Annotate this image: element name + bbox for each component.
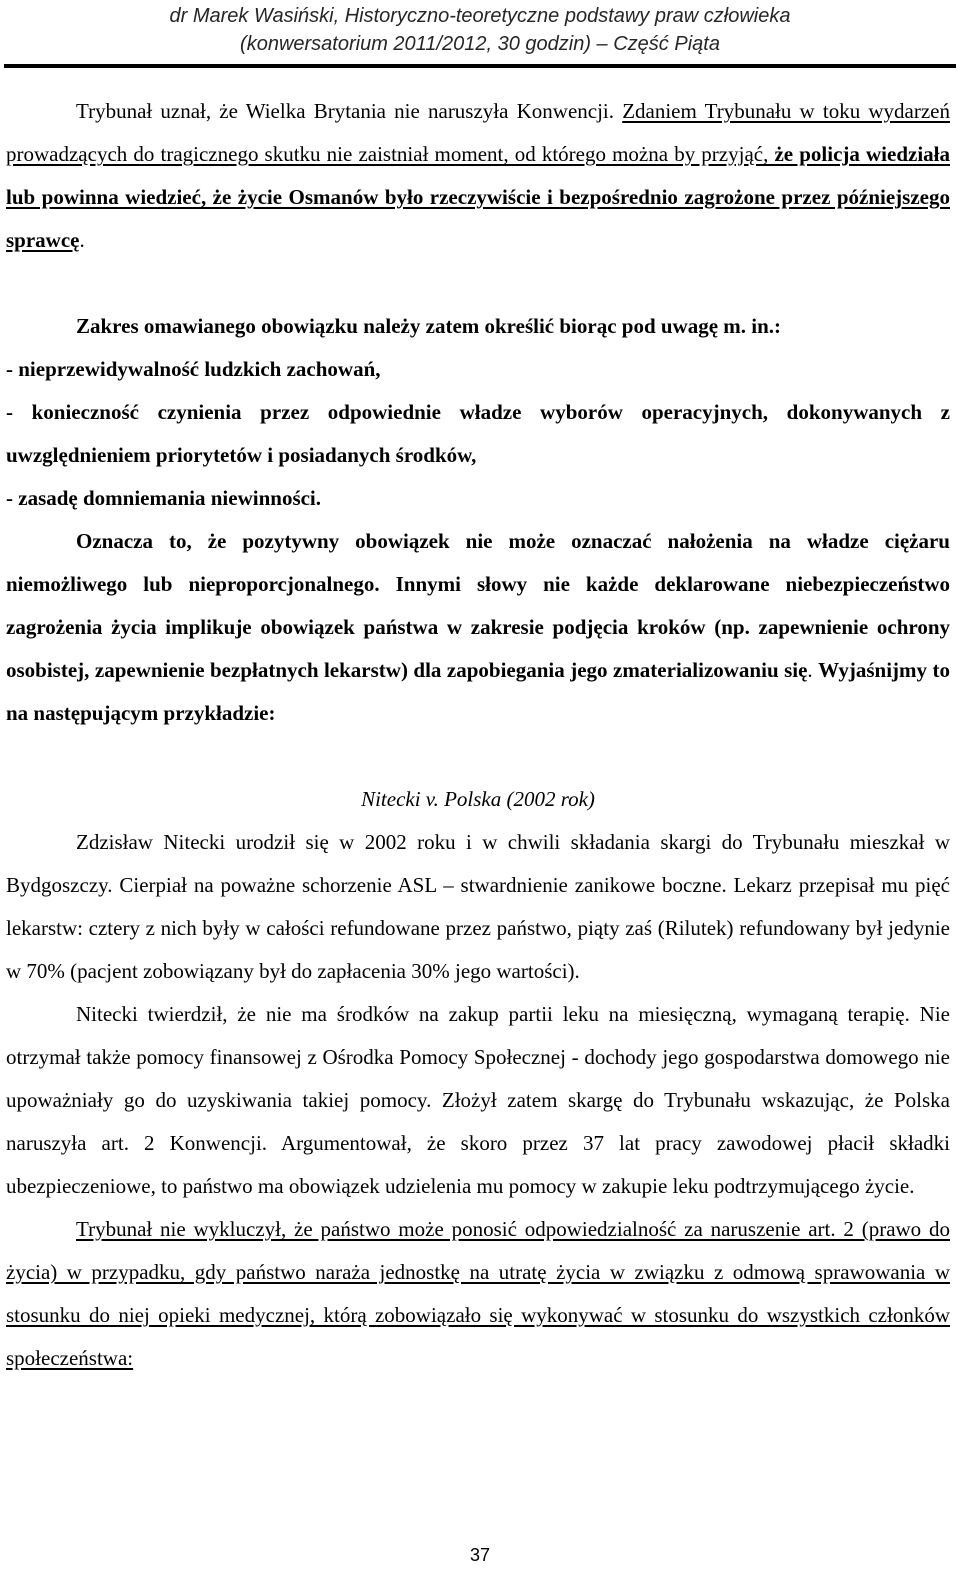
running-header	[0, 0, 960, 62]
document-body	[6, 90, 950, 1380]
list-item-operational-choices: - konieczność czynienia przez odpowiednie władze wyborów operacyjnych, dokonywanych z uwzględnieniem priorytetów i posiadanych środków,	[6, 400, 950, 467]
spacer	[6, 735, 950, 778]
header-divider	[4, 64, 956, 68]
spacer	[6, 262, 950, 305]
obligation-separator: .	[807, 658, 819, 682]
header-line-course: (konwersatorium 2011/2012, 30 godzin) – Część Piąta	[240, 33, 720, 55]
header-line-author-title: dr Marek Wasiński, Historyczno-teoretyczne podstawy praw człowieka	[169, 5, 791, 27]
reasoning-end: .	[79, 228, 85, 252]
reasoning-intro: Zdaniem Trybunału w toku wydarzeń prowadzących do tragicznego skutku nie zaistniał moment, od którego można by przyjąć,	[6, 99, 950, 166]
paragraph-scope: Zakres omawianego obowiązku należy zatem określić biorąc pod uwagę m. in.:	[76, 314, 782, 338]
paragraph-case-facts: Zdzisław Nitecki urodził się w 2002 roku i w chwili składania skargi do Trybunału mieszkał w Bydgoszczy. Cierpiał na poważne schorzenie ASL – stwardnienie zanikowe boczne. Lekarz przepisał mu pięć lekarstw: cztery z nich były w całości refundowane przez państwo, piąty zaś (Rilutek) refundowany był jedynie w 70% (pacjent zobowiązany był do zapłacenia 30% jego wartości).	[6, 830, 950, 983]
verdict-sentence: Trybunał uznał, że Wielka Brytania nie naruszyła Konwencji.	[76, 99, 623, 123]
obligation-sentence: Oznacza to, że pozytywny obowiązek nie może oznaczać nałożenia na władze ciężaru niemożliwego lub nieproporcjonalnego.	[6, 529, 950, 596]
paragraph-case-holding: Trybunał nie wykluczył, że państwo może ponosić odpowiedzialność za naruszenie art. 2 (prawo do życia) w przypadku, gdy państwo naraża jednostkę na utratę życia w związku z odmową sprawowania w stosunku do niej opieki medycznej, którą zobowiązało się wykonywać w stosunku do wszystkich członków społeczeństwa:	[6, 1217, 950, 1370]
paragraph-case-complaint: Nitecki twierdził, że nie ma środków na zakup partii leku na miesięczną, wymaganą terapię. Nie otrzymał także pomocy finansowej z Ośrodka Pomocy Społecznej - dochody jego gospodarstwa domowego nie upoważniały go do uzyskiwania takiej pomocy. Złożył zatem skargę do Trybunału wskazując, że Polska naruszyła art. 2 Konwencji. Argumentował, że skoro przez 37 lat pracy zawodowej płacił składki ubezpieczeniowe, to państwo ma obowiązek udzielenia mu pomocy w zakupie leku podtrzymującego życie.	[6, 1002, 950, 1198]
paragraph-verdict	[6, 90, 950, 262]
page-number: 37	[469, 1545, 491, 1565]
paragraph-positive-obligation	[6, 520, 950, 735]
case-title: Nitecki v. Polska (2002 rok)	[361, 787, 595, 811]
obligation-example: Innymi słowy nie każde deklarowane niebezpieczeństwo zagrożenia życia implikuje obowiązek państwa w zakresie podjęcia kroków (np. zapewnienie ochrony osobistej, zapewnienie bezpłatnych lekarstw) dla zapobiegania jego zmaterializowaniu się	[6, 572, 950, 682]
list-item-unpredictability: - nieprzewidywalność ludzkich zachowań,	[6, 357, 381, 381]
obligation-example-lead: Wyjaśnijmy to na następującym przykładzie:	[6, 658, 950, 725]
reasoning-bold: że policja wiedziała lub powinna wiedzieć, że życie Osmanów było rzeczywiście i bezpośrednio zagrożone przez późniejszego sprawcę	[6, 142, 950, 252]
list-item-presumption-innocence: - zasadę domniemania niewinności.	[6, 486, 322, 510]
